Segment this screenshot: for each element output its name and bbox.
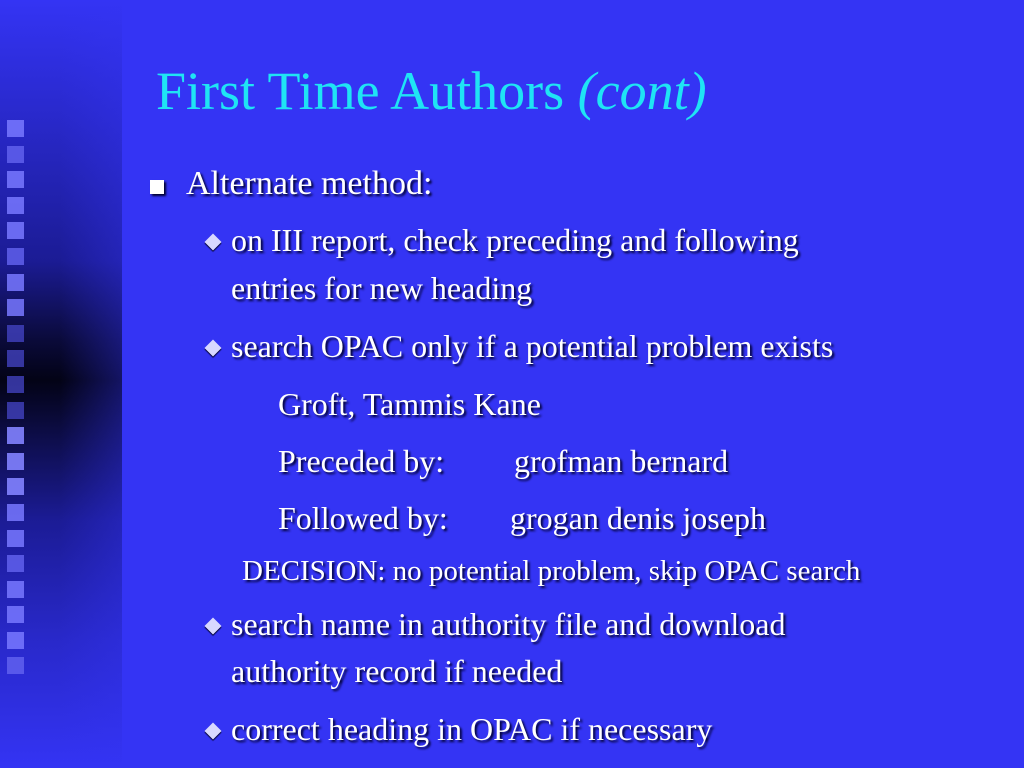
- sub-bullet-4: correct heading in OPAC if necessary: [231, 711, 713, 747]
- deco-square: [7, 453, 24, 470]
- sub-bullet-2: search OPAC only if a potential problem exists: [231, 328, 834, 364]
- decorative-squares: [7, 120, 27, 683]
- bullet-alternate-method: Alternate method:: [186, 165, 433, 202]
- deco-square: [7, 606, 24, 623]
- band-fade: [60, 0, 122, 768]
- sub-bullet-1-line-1: on III report, check preceding and following: [231, 222, 799, 258]
- preceded-by-label: Preceded by:: [278, 443, 445, 479]
- square-bullet-icon: [150, 180, 164, 194]
- diamond-bullet-icon: [205, 340, 222, 357]
- sub-bullet-3-line-2: authority record if needed: [231, 653, 563, 689]
- example-name: Groft, Tammis Kane: [278, 386, 541, 422]
- deco-square: [7, 504, 24, 521]
- deco-square: [7, 657, 24, 674]
- deco-square: [7, 274, 24, 291]
- deco-square: [7, 325, 24, 342]
- sub-bullet-3-line-1: search name in authority file and download: [231, 606, 786, 642]
- deco-square: [7, 555, 24, 572]
- sub-bullet-1-line-2: entries for new heading: [231, 270, 533, 306]
- deco-square: [7, 248, 24, 265]
- deco-square: [7, 581, 24, 598]
- deco-square: [7, 427, 24, 444]
- preceded-by-value: grofman bernard: [514, 443, 729, 479]
- deco-square: [7, 478, 24, 495]
- slide-title: [156, 60, 707, 122]
- diamond-bullet-icon: [205, 618, 222, 635]
- diamond-bullet-icon: [205, 234, 222, 251]
- deco-square: [7, 197, 24, 214]
- followed-by-label: Followed by:: [278, 500, 448, 536]
- deco-square: [7, 299, 24, 316]
- diamond-bullet-icon: [205, 723, 222, 740]
- deco-square: [7, 350, 24, 367]
- deco-square: [7, 171, 24, 188]
- deco-square: [7, 146, 24, 163]
- deco-square: [7, 222, 24, 239]
- title-italic: (cont): [577, 61, 707, 121]
- title-main: First Time Authors: [156, 61, 565, 121]
- deco-square: [7, 632, 24, 649]
- followed-by-value: grogan denis joseph: [510, 500, 766, 536]
- decision-text: DECISION: no potential problem, skip OPAC search: [242, 555, 861, 587]
- deco-square: [7, 120, 24, 137]
- deco-square: [7, 402, 24, 419]
- deco-square: [7, 530, 24, 547]
- deco-square: [7, 376, 24, 393]
